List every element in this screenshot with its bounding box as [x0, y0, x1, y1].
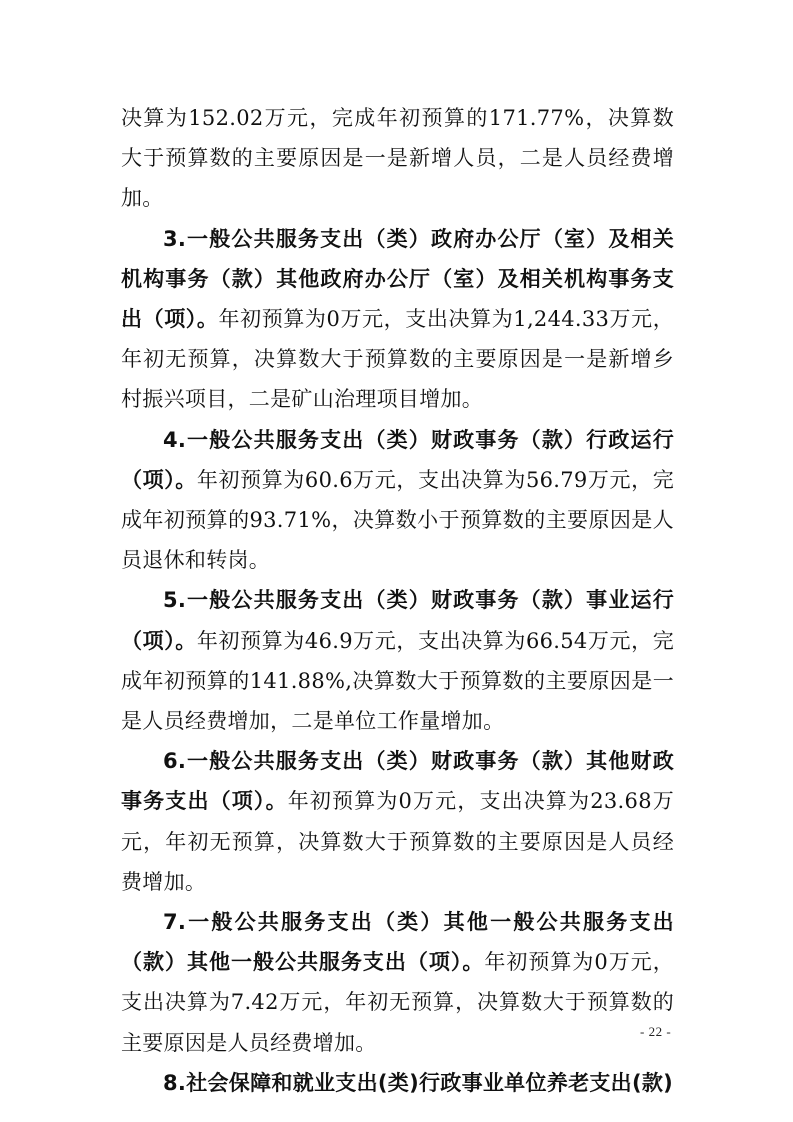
document-body: [121, 98, 674, 1103]
paragraph-body: 年初预算为60.6万元，支出决算为56.79万元，完成年初预算的93.71%，决算数小于预算数的主要原因是人员退休和转岗。: [121, 467, 674, 573]
paragraph-heading: 7.一般公共服务支出（类）其他一般公共服务支出（款）其他一般公共服务支出（项）。: [121, 910, 674, 975]
paragraph-heading: 5.一般公共服务支出（类）财政事务（款）事业运行（项）。: [121, 588, 674, 653]
paragraph-item-3: [121, 219, 674, 420]
paragraph-heading: 6.一般公共服务支出（类）财政事务（款）其他财政事务支出（项）。: [121, 749, 674, 814]
paragraph-item-8: [121, 1063, 674, 1103]
paragraph-item-6: [121, 741, 674, 902]
paragraph-body: 决算为152.02万元，完成年初预算的171.77%，决算数大于预算数的主要原因是一是新增人员，二是人员经费增加。: [121, 106, 674, 211]
paragraph-body: 年初预算为0万元，支出决算为1,244.33万元，年初无预算，决算数大于预算数的主要原因是一是新增乡村振兴项目，二是矿山治理项目增加。: [121, 307, 675, 412]
paragraph-continued: [121, 98, 674, 219]
paragraph-item-4: [121, 420, 674, 581]
paragraph-body: 年初预算为0万元，支出决算为23.68万元，年初无预算，决算数大于预算数的主要原因是人员经费增加。: [121, 789, 675, 894]
paragraph-body: 年初预算为0万元，支出决算为7.42万元，年初无预算，决算数大于预算数的主要原因是人员经费增加。: [121, 950, 674, 1055]
paragraph-heading: 4.一般公共服务支出（类）财政事务（款）行政运行（项）。: [121, 427, 674, 492]
paragraph-heading: 3.一般公共服务支出（类）政府办公厅（室）及相关机构事务（款）其他政府办公厅（室）及相关机构事务支出（项）。: [121, 226, 674, 332]
paragraph-body: 年初预算为46.9万元，支出决算为66.54万元，完成年初预算的141.88%,决算数大于预算数的主要原因是一是人员经费增加，二是单位工作量增加。: [121, 628, 674, 734]
paragraph-heading: 8.社会保障和就业支出(类)行政事业单位养老支出(款): [163, 1070, 674, 1095]
page-number: - 22 -: [640, 1024, 672, 1039]
paragraph-item-5: [121, 580, 674, 741]
paragraph-item-7: [121, 902, 674, 1063]
